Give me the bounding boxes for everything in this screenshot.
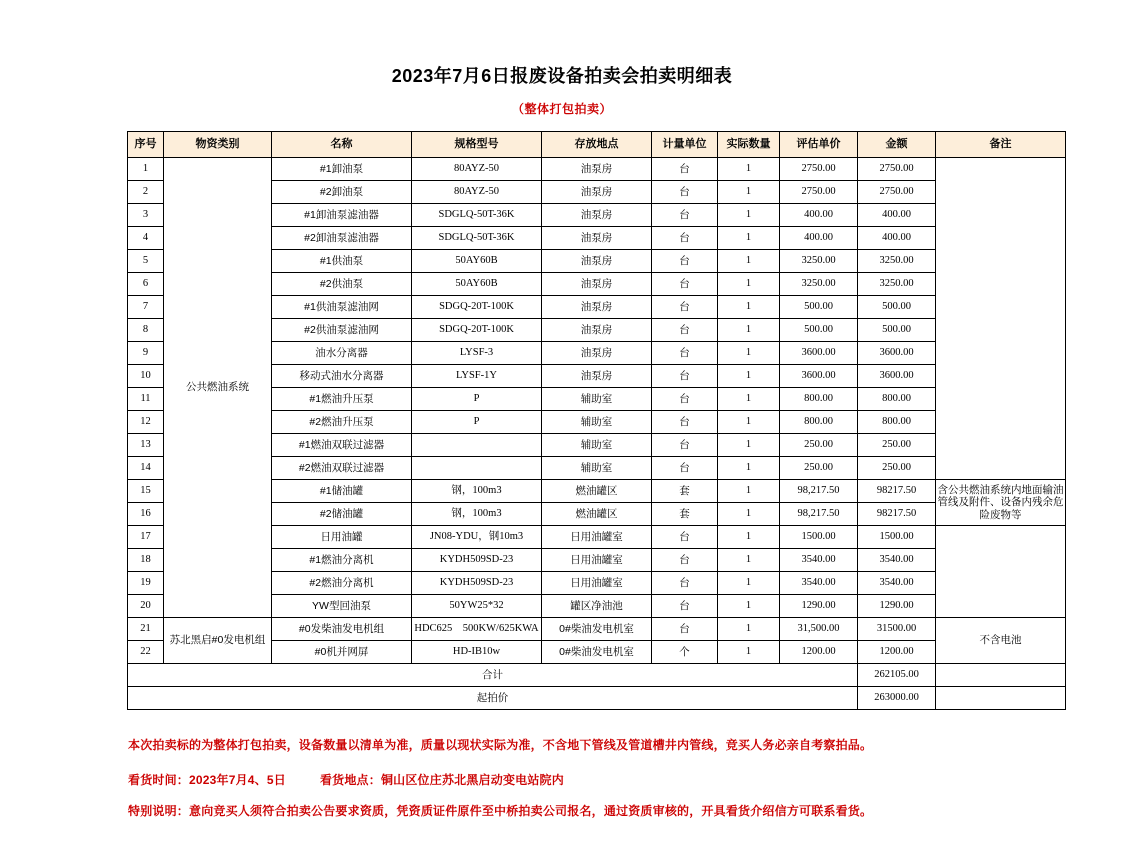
- cell-quantity: 1: [718, 342, 780, 365]
- cell-unit: 台: [652, 457, 718, 480]
- cell-category: 苏北黑启#0发电机组: [164, 618, 272, 664]
- cell-seq: 6: [128, 273, 164, 296]
- cell-unit: 台: [652, 572, 718, 595]
- header-seq: 序号: [128, 132, 164, 158]
- cell-location: 0#柴油发电机室: [542, 618, 652, 641]
- cell-spec: P: [412, 411, 542, 434]
- cell-amount: 400.00: [858, 204, 936, 227]
- cell-unit-price: 31,500.00: [780, 618, 858, 641]
- cell-remark: 不含电池: [936, 618, 1066, 664]
- cell-name: #1供油泵滤油网: [272, 296, 412, 319]
- cell-location: 油泵房: [542, 273, 652, 296]
- cell-amount: 500.00: [858, 296, 936, 319]
- start-price-remark: [936, 687, 1066, 710]
- cell-quantity: 1: [718, 158, 780, 181]
- cell-location: 日用油罐室: [542, 572, 652, 595]
- cell-quantity: 1: [718, 273, 780, 296]
- cell-amount: 3600.00: [858, 365, 936, 388]
- cell-unit: 台: [652, 296, 718, 319]
- cell-amount: 400.00: [858, 227, 936, 250]
- cell-name: 油水分离器: [272, 342, 412, 365]
- table-header-row: [128, 132, 1066, 158]
- cell-seq: 16: [128, 503, 164, 526]
- cell-amount: 2750.00: [858, 181, 936, 204]
- cell-seq: 10: [128, 365, 164, 388]
- table-row: [128, 618, 1066, 641]
- cell-seq: 3: [128, 204, 164, 227]
- cell-quantity: 1: [718, 641, 780, 664]
- cell-unit: 台: [652, 342, 718, 365]
- cell-quantity: 1: [718, 296, 780, 319]
- cell-quantity: 1: [718, 618, 780, 641]
- cell-location: 油泵房: [542, 365, 652, 388]
- cell-quantity: 1: [718, 181, 780, 204]
- cell-seq: 11: [128, 388, 164, 411]
- cell-location: 油泵房: [542, 319, 652, 342]
- cell-spec: KYDH509SD-23: [412, 572, 542, 595]
- cell-location: 日用油罐室: [542, 549, 652, 572]
- cell-amount: 1500.00: [858, 526, 936, 549]
- cell-spec: LYSF-1Y: [412, 365, 542, 388]
- auction-detail-table: [127, 131, 1066, 710]
- cell-unit: 台: [652, 595, 718, 618]
- cell-name: #1供油泵: [272, 250, 412, 273]
- cell-unit: 台: [652, 365, 718, 388]
- cell-unit-price: 400.00: [780, 227, 858, 250]
- note-viewing-info: [128, 771, 1028, 788]
- cell-seq: 5: [128, 250, 164, 273]
- cell-seq: 7: [128, 296, 164, 319]
- cell-name: #2供油泵滤油网: [272, 319, 412, 342]
- cell-spec: 钢，100m3: [412, 480, 542, 503]
- cell-name: 移动式油水分离器: [272, 365, 412, 388]
- cell-location: 辅助室: [542, 411, 652, 434]
- cell-name: #1储油罐: [272, 480, 412, 503]
- header-spec: 规格型号: [412, 132, 542, 158]
- cell-amount: 3540.00: [858, 572, 936, 595]
- table-row: [128, 158, 1066, 181]
- cell-seq: 15: [128, 480, 164, 503]
- cell-category: 公共燃油系统: [164, 158, 272, 618]
- cell-spec: SDGQ-20T-100K: [412, 296, 542, 319]
- cell-location: 罐区净油池: [542, 595, 652, 618]
- cell-name: #2卸油泵: [272, 181, 412, 204]
- cell-location: 油泵房: [542, 342, 652, 365]
- cell-amount: 250.00: [858, 457, 936, 480]
- cell-unit-price: 98,217.50: [780, 480, 858, 503]
- cell-seq: 13: [128, 434, 164, 457]
- cell-remark: [936, 526, 1066, 618]
- cell-amount: 1200.00: [858, 641, 936, 664]
- cell-quantity: 1: [718, 572, 780, 595]
- cell-spec: 80AYZ-50: [412, 158, 542, 181]
- cell-unit: 套: [652, 503, 718, 526]
- header-unit: 计量单位: [652, 132, 718, 158]
- cell-unit-price: 500.00: [780, 319, 858, 342]
- view-time-label: 看货时间：: [128, 773, 190, 787]
- cell-name: #0发柴油发电机组: [272, 618, 412, 641]
- view-place-label: 看货地点：: [319, 773, 381, 787]
- cell-seq: 21: [128, 618, 164, 641]
- cell-spec: SDGQ-20T-100K: [412, 319, 542, 342]
- cell-unit: 台: [652, 227, 718, 250]
- cell-unit: 台: [652, 411, 718, 434]
- cell-spec: SDGLQ-50T-36K: [412, 204, 542, 227]
- start-price-amount: 263000.00: [858, 687, 936, 710]
- cell-amount: 500.00: [858, 319, 936, 342]
- cell-amount: 98217.50: [858, 480, 936, 503]
- cell-unit-price: 2750.00: [780, 158, 858, 181]
- cell-location: 辅助室: [542, 457, 652, 480]
- cell-spec: 钢，100m3: [412, 503, 542, 526]
- cell-quantity: 1: [718, 250, 780, 273]
- cell-spec: KYDH509SD-23: [412, 549, 542, 572]
- cell-amount: 3540.00: [858, 549, 936, 572]
- cell-unit-price: 3250.00: [780, 273, 858, 296]
- cell-amount: 1290.00: [858, 595, 936, 618]
- header-name: 名称: [272, 132, 412, 158]
- cell-unit-price: 3540.00: [780, 549, 858, 572]
- total-remark: [936, 664, 1066, 687]
- cell-location: 油泵房: [542, 227, 652, 250]
- cell-seq: 22: [128, 641, 164, 664]
- cell-name: #2储油罐: [272, 503, 412, 526]
- cell-unit: 台: [652, 273, 718, 296]
- view-time-value: 2023年7月4、5日: [189, 773, 286, 787]
- cell-unit: 台: [652, 526, 718, 549]
- cell-name: #1卸油泵滤油器: [272, 204, 412, 227]
- header-remark: 备注: [936, 132, 1066, 158]
- cell-unit-price: 1290.00: [780, 595, 858, 618]
- cell-unit-price: 250.00: [780, 434, 858, 457]
- cell-seq: 18: [128, 549, 164, 572]
- cell-amount: 3600.00: [858, 342, 936, 365]
- cell-location: 0#柴油发电机室: [542, 641, 652, 664]
- cell-quantity: 1: [718, 457, 780, 480]
- total-amount: 262105.00: [858, 664, 936, 687]
- cell-unit: 台: [652, 319, 718, 342]
- special-label: 特别说明：: [128, 804, 190, 818]
- page-title: 2023年7月6日报废设备拍卖会拍卖明细表: [391, 66, 733, 86]
- header-category: 物资类别: [164, 132, 272, 158]
- cell-unit-price: 2750.00: [780, 181, 858, 204]
- cell-unit: 台: [652, 204, 718, 227]
- cell-unit: 台: [652, 549, 718, 572]
- cell-spec: [412, 434, 542, 457]
- cell-spec: HDC625 500KW/625KWA: [412, 618, 542, 641]
- note-special-instructions: [128, 802, 1028, 819]
- cell-seq: 14: [128, 457, 164, 480]
- cell-unit: 台: [652, 388, 718, 411]
- cell-amount: 2750.00: [858, 158, 936, 181]
- cell-seq: 19: [128, 572, 164, 595]
- cell-amount: 3250.00: [858, 273, 936, 296]
- notes-section: [128, 736, 1028, 819]
- cell-location: 燃油罐区: [542, 480, 652, 503]
- table-body: [128, 158, 1066, 710]
- cell-quantity: 1: [718, 480, 780, 503]
- cell-location: 辅助室: [542, 388, 652, 411]
- cell-quantity: 1: [718, 503, 780, 526]
- cell-location: 油泵房: [542, 158, 652, 181]
- note-auction-terms: 本次拍卖标的为整体打包拍卖，设备数量以清单为准，质量以现状实际为准，不含地下管线及管道槽井内管线，竞买人务必亲自考察拍品。: [128, 738, 873, 752]
- cell-spec: LYSF-3: [412, 342, 542, 365]
- cell-remark: [936, 158, 1066, 480]
- auction-detail-table-wrapper: [127, 131, 1064, 710]
- cell-quantity: 1: [718, 227, 780, 250]
- cell-location: 油泵房: [542, 296, 652, 319]
- page-subtitle: （整体打包拍卖）: [511, 102, 612, 116]
- document-page: [0, 62, 1124, 859]
- cell-unit-price: 1500.00: [780, 526, 858, 549]
- cell-spec: 50YW25*32: [412, 595, 542, 618]
- special-value: 意向竞买人须符合拍卖公告要求资质，凭资质证件原件至中桥拍卖公司报名，通过资质审核的，开具看货介绍信方可联系看货。: [189, 804, 873, 818]
- cell-name: #2供油泵: [272, 273, 412, 296]
- cell-quantity: 1: [718, 319, 780, 342]
- cell-unit-price: 1200.00: [780, 641, 858, 664]
- cell-spec: [412, 457, 542, 480]
- cell-unit-price: 500.00: [780, 296, 858, 319]
- cell-quantity: 1: [718, 365, 780, 388]
- cell-spec: SDGLQ-50T-36K: [412, 227, 542, 250]
- cell-unit-price: 400.00: [780, 204, 858, 227]
- cell-amount: 800.00: [858, 411, 936, 434]
- cell-spec: P: [412, 388, 542, 411]
- table-total-row: [128, 664, 1066, 687]
- header-quantity: 实际数量: [718, 132, 780, 158]
- cell-unit-price: 250.00: [780, 457, 858, 480]
- header-location: 存放地点: [542, 132, 652, 158]
- cell-unit-price: 3540.00: [780, 572, 858, 595]
- cell-seq: 17: [128, 526, 164, 549]
- cell-quantity: 1: [718, 549, 780, 572]
- cell-unit-price: 98,217.50: [780, 503, 858, 526]
- cell-amount: 250.00: [858, 434, 936, 457]
- start-price-label: 起拍价: [128, 687, 858, 710]
- table-start-price-row: [128, 687, 1066, 710]
- cell-quantity: 1: [718, 434, 780, 457]
- cell-name: #1燃油分离机: [272, 549, 412, 572]
- cell-seq: 8: [128, 319, 164, 342]
- cell-unit: 台: [652, 158, 718, 181]
- cell-amount: 98217.50: [858, 503, 936, 526]
- cell-location: 日用油罐室: [542, 526, 652, 549]
- cell-name: #1卸油泵: [272, 158, 412, 181]
- cell-location: 辅助室: [542, 434, 652, 457]
- cell-spec: JN08-YDU，钢10m3: [412, 526, 542, 549]
- cell-name: #2燃油分离机: [272, 572, 412, 595]
- cell-seq: 12: [128, 411, 164, 434]
- cell-name: YW型回油泵: [272, 595, 412, 618]
- cell-name: #1燃油升压泵: [272, 388, 412, 411]
- cell-name: #2卸油泵滤油器: [272, 227, 412, 250]
- cell-location: 燃油罐区: [542, 503, 652, 526]
- cell-unit: 个: [652, 641, 718, 664]
- cell-unit: 套: [652, 480, 718, 503]
- cell-location: 油泵房: [542, 204, 652, 227]
- cell-location: 油泵房: [542, 181, 652, 204]
- cell-seq: 20: [128, 595, 164, 618]
- cell-spec: 50AY60B: [412, 273, 542, 296]
- cell-remark: 含公共燃油系统内地面输油管线及附件、设备内残余危险废物等: [936, 480, 1066, 526]
- cell-unit: 台: [652, 250, 718, 273]
- cell-quantity: 1: [718, 411, 780, 434]
- total-label: 合计: [128, 664, 858, 687]
- cell-unit: 台: [652, 434, 718, 457]
- cell-quantity: 1: [718, 595, 780, 618]
- cell-unit-price: 3250.00: [780, 250, 858, 273]
- cell-name: #2燃油双联过滤器: [272, 457, 412, 480]
- cell-name: 日用油罐: [272, 526, 412, 549]
- header-amount: 金额: [858, 132, 936, 158]
- cell-unit-price: 800.00: [780, 388, 858, 411]
- cell-amount: 3250.00: [858, 250, 936, 273]
- cell-seq: 9: [128, 342, 164, 365]
- cell-spec: HD-IB10w: [412, 641, 542, 664]
- cell-unit: 台: [652, 181, 718, 204]
- cell-spec: 80AYZ-50: [412, 181, 542, 204]
- cell-seq: 1: [128, 158, 164, 181]
- cell-amount: 31500.00: [858, 618, 936, 641]
- cell-quantity: 1: [718, 204, 780, 227]
- cell-spec: 50AY60B: [412, 250, 542, 273]
- cell-name: #0机并网屏: [272, 641, 412, 664]
- cell-quantity: 1: [718, 388, 780, 411]
- cell-seq: 2: [128, 181, 164, 204]
- cell-unit-price: 800.00: [780, 411, 858, 434]
- header-unit-price: 评估单价: [780, 132, 858, 158]
- cell-name: #1燃油双联过滤器: [272, 434, 412, 457]
- cell-quantity: 1: [718, 526, 780, 549]
- view-place-value: 铜山区位庄苏北黑启动变电站院内: [380, 773, 564, 787]
- cell-unit-price: 3600.00: [780, 365, 858, 388]
- cell-unit-price: 3600.00: [780, 342, 858, 365]
- cell-seq: 4: [128, 227, 164, 250]
- cell-name: #2燃油升压泵: [272, 411, 412, 434]
- cell-location: 油泵房: [542, 250, 652, 273]
- cell-amount: 800.00: [858, 388, 936, 411]
- cell-unit: 台: [652, 618, 718, 641]
